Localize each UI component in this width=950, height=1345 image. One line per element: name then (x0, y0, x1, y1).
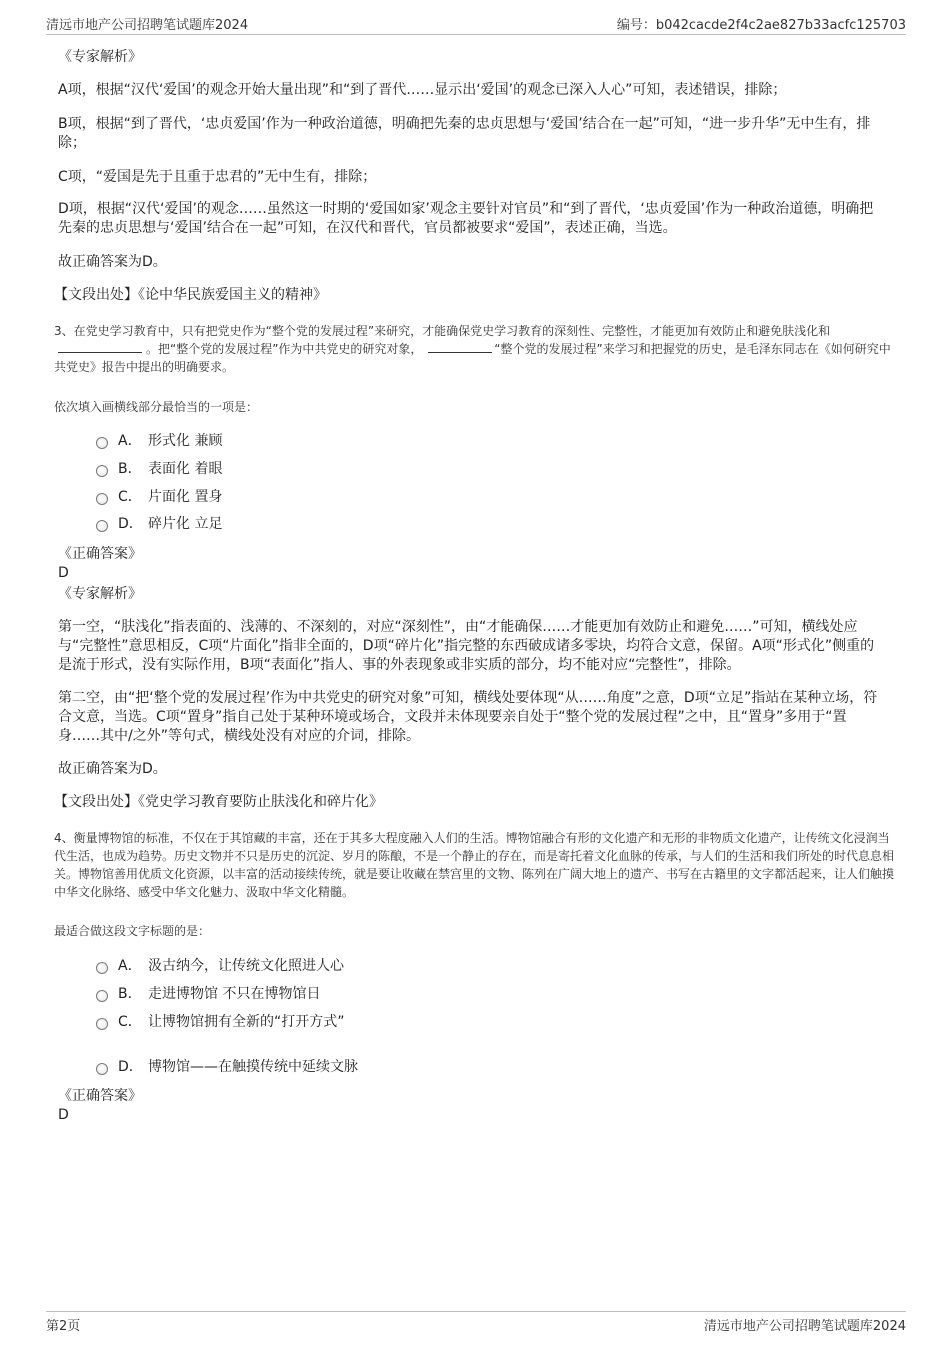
footer-title: 清远市地产公司招聘笔试题库2024 (703, 1319, 906, 1334)
q4-option-c[interactable] (96, 1013, 345, 1032)
option-text: 碎片化 立足 (148, 516, 223, 532)
q3-analysis-para-1: 第一空，“肤浅化”指表面的、浅薄的、不深刻的，对应“深刻性”，由“才能确保……才能更加有效防止和避免……”可知，横线处应与“完整性”意思相反，C项“片面化”指非全面的，D项“碎片化”指完整的东西破成诸多零块，均符合文意，保留。A项“形式化”侧重的是流于形式，没有实际作用，B项“表面化”指人、事的外表现象或非实质的部分，均不能对应“完整性”，排除。 (58, 619, 875, 673)
option-letter: B． (118, 461, 142, 477)
option-letter: A． (118, 958, 142, 974)
q3-prompt: 依次填入画横线部分最恰当的一项是： (54, 400, 259, 414)
q3-analysis-label: 《专家解析》 (58, 586, 142, 602)
q3-analysis-para-2: 第二空，由“把‘整个党的发展过程’作为中共党史的研究对象”可知，横线处要体现“从……角度”之意，D项“立足”指站在某种立场，符合文意，当选。C项“置身”指自己处于某种环境或场合，文段并未体现要亲自处于“整个党的发展过程”之中，且“置身”多用于“置身……其中/之外”等句式，横线处没有对应的介词，排除。 (58, 690, 878, 744)
radio-button-icon[interactable] (96, 990, 108, 1002)
option-letter: D． (118, 1059, 143, 1075)
q3-option-d[interactable] (96, 515, 222, 534)
q4-option-d[interactable] (96, 1058, 358, 1077)
q2-conclusion: 故正确答案为D。 (58, 254, 167, 270)
option-text: 让博物馆拥有全新的“打开方式” (148, 1014, 345, 1030)
q3-source: 【文段出处】《党史学习教育要防止肤浅化和碎片化》 (54, 794, 383, 810)
q4-prompt: 最适合做这段文字标题的是： (54, 924, 211, 938)
q2-analysis-para-d: D项，根据“汉代‘爱国’的观念……虽然这一时期的‘爱国如家’观念主要针对官员”和“到了晋代，‘忠贞爱国’作为一种政治道德，明确把先秦的忠贞思想与‘爱国’结合在一起”可知，在汉代和晋代，官员都被要求“爱国”，表述正确，当选。 (58, 201, 874, 236)
option-text: 汲古纳今，让传统文化照进人心 (148, 958, 344, 974)
option-letter: D． (118, 516, 143, 532)
q3-blank-1 (58, 340, 142, 353)
option-letter: C． (118, 489, 142, 505)
q3-stem-part2: 。把“整个党的发展过程”作为中共党史的研究对象， (146, 342, 423, 356)
option-letter: C． (118, 1014, 142, 1030)
q3-option-a[interactable] (96, 432, 222, 451)
q2-analysis-para-c: C项，“爱国是先于且重于忠君的”无中生有，排除； (58, 169, 377, 185)
option-text: 表面化 着眼 (148, 461, 223, 477)
page-header (46, 14, 906, 35)
document-id: 编号：b042cacde2f4c2ae827b33acfc125703 (616, 18, 906, 33)
header-title: 清远市地产公司招聘笔试题库2024 (46, 18, 249, 33)
radio-button-icon[interactable] (96, 1063, 108, 1075)
q3-stem-part1: 3、在党史学习教育中，只有把党史作为“整个党的发展过程”来研究，才能确保党史学习教育的深刻性、完整性，才能更加有效防止和避免肤浅化和 (54, 324, 831, 338)
option-text: 走进博物馆 不只在博物馆日 (148, 986, 321, 1002)
q2-analysis-para-a: A项，根据“汉代‘爱国’的观念开始大量出现”和“到了晋代……显示出‘爱国’的观念已深入人心”可知，表述错误，排除； (58, 82, 787, 98)
option-letter: B． (118, 986, 142, 1002)
q3-option-b[interactable] (96, 460, 222, 479)
q2-analysis-label: 《专家解析》 (58, 49, 142, 65)
q4-option-a[interactable] (96, 957, 344, 976)
option-text: 片面化 置身 (148, 489, 223, 505)
q4-answer-label: 《正确答案》 (58, 1088, 142, 1104)
q2-analysis-para-b: B项，根据“到了晋代，‘忠贞爱国’作为一种政治道德，明确把先秦的忠贞思想与‘爱国’结合在一起”可知，“进一步升华”无中生有，排除； (58, 116, 871, 151)
page-number: 第2页 (46, 1319, 81, 1334)
radio-button-icon[interactable] (96, 437, 108, 449)
radio-button-icon[interactable] (96, 465, 108, 477)
option-text: 博物馆——在触摸传统中延续文脉 (148, 1059, 358, 1075)
option-letter: A． (118, 433, 142, 449)
q3-stem (54, 322, 894, 376)
q2-source: 【文段出处】《论中华民族爱国主义的精神》 (54, 287, 327, 303)
radio-button-icon[interactable] (96, 493, 108, 505)
q3-answer-label: 《正确答案》 (58, 546, 142, 562)
radio-button-icon[interactable] (96, 520, 108, 532)
q4-stem: 4、衡量博物馆的标准，不仅在于其馆藏的丰富，还在于其多大程度融入人们的生活。博物馆融合有形的文化遗产和无形的非物质文化遗产，让传统文化浸润当代生活，也成为趋势。历史文物并不只是历史的沉淀、岁月的陈酿，不是一个静止的存在，而是寄托着文化血脉的传承，与人们的生活和我们所处的时代息息相关。博物馆善用优质文化资源，以丰富的活动接续传统，就是要让收藏在禁宫里的文物、陈列在广阔大地上的遗产、书写在古籍里的文字都活起来，让人们触摸中华文化脉络、感受中华文化魅力、汲取中华文化精髓。 (54, 831, 895, 899)
option-text: 形式化 兼顾 (148, 433, 223, 449)
q3-option-c[interactable] (96, 488, 222, 507)
q3-conclusion: 故正确答案为D。 (58, 761, 167, 777)
q3-stem-part3: “整个党的发展过程”来学习和把握党的历史，是毛泽东同志在《如何研究中共党史》报告中提出的明确要求。 (54, 342, 891, 374)
q4-option-b[interactable] (96, 985, 320, 1004)
q3-answer: D (58, 565, 69, 581)
q4-answer: D (58, 1107, 69, 1123)
radio-button-icon[interactable] (96, 1018, 108, 1030)
page-footer (46, 1311, 906, 1335)
q3-blank-2 (428, 340, 492, 353)
radio-button-icon[interactable] (96, 962, 108, 974)
